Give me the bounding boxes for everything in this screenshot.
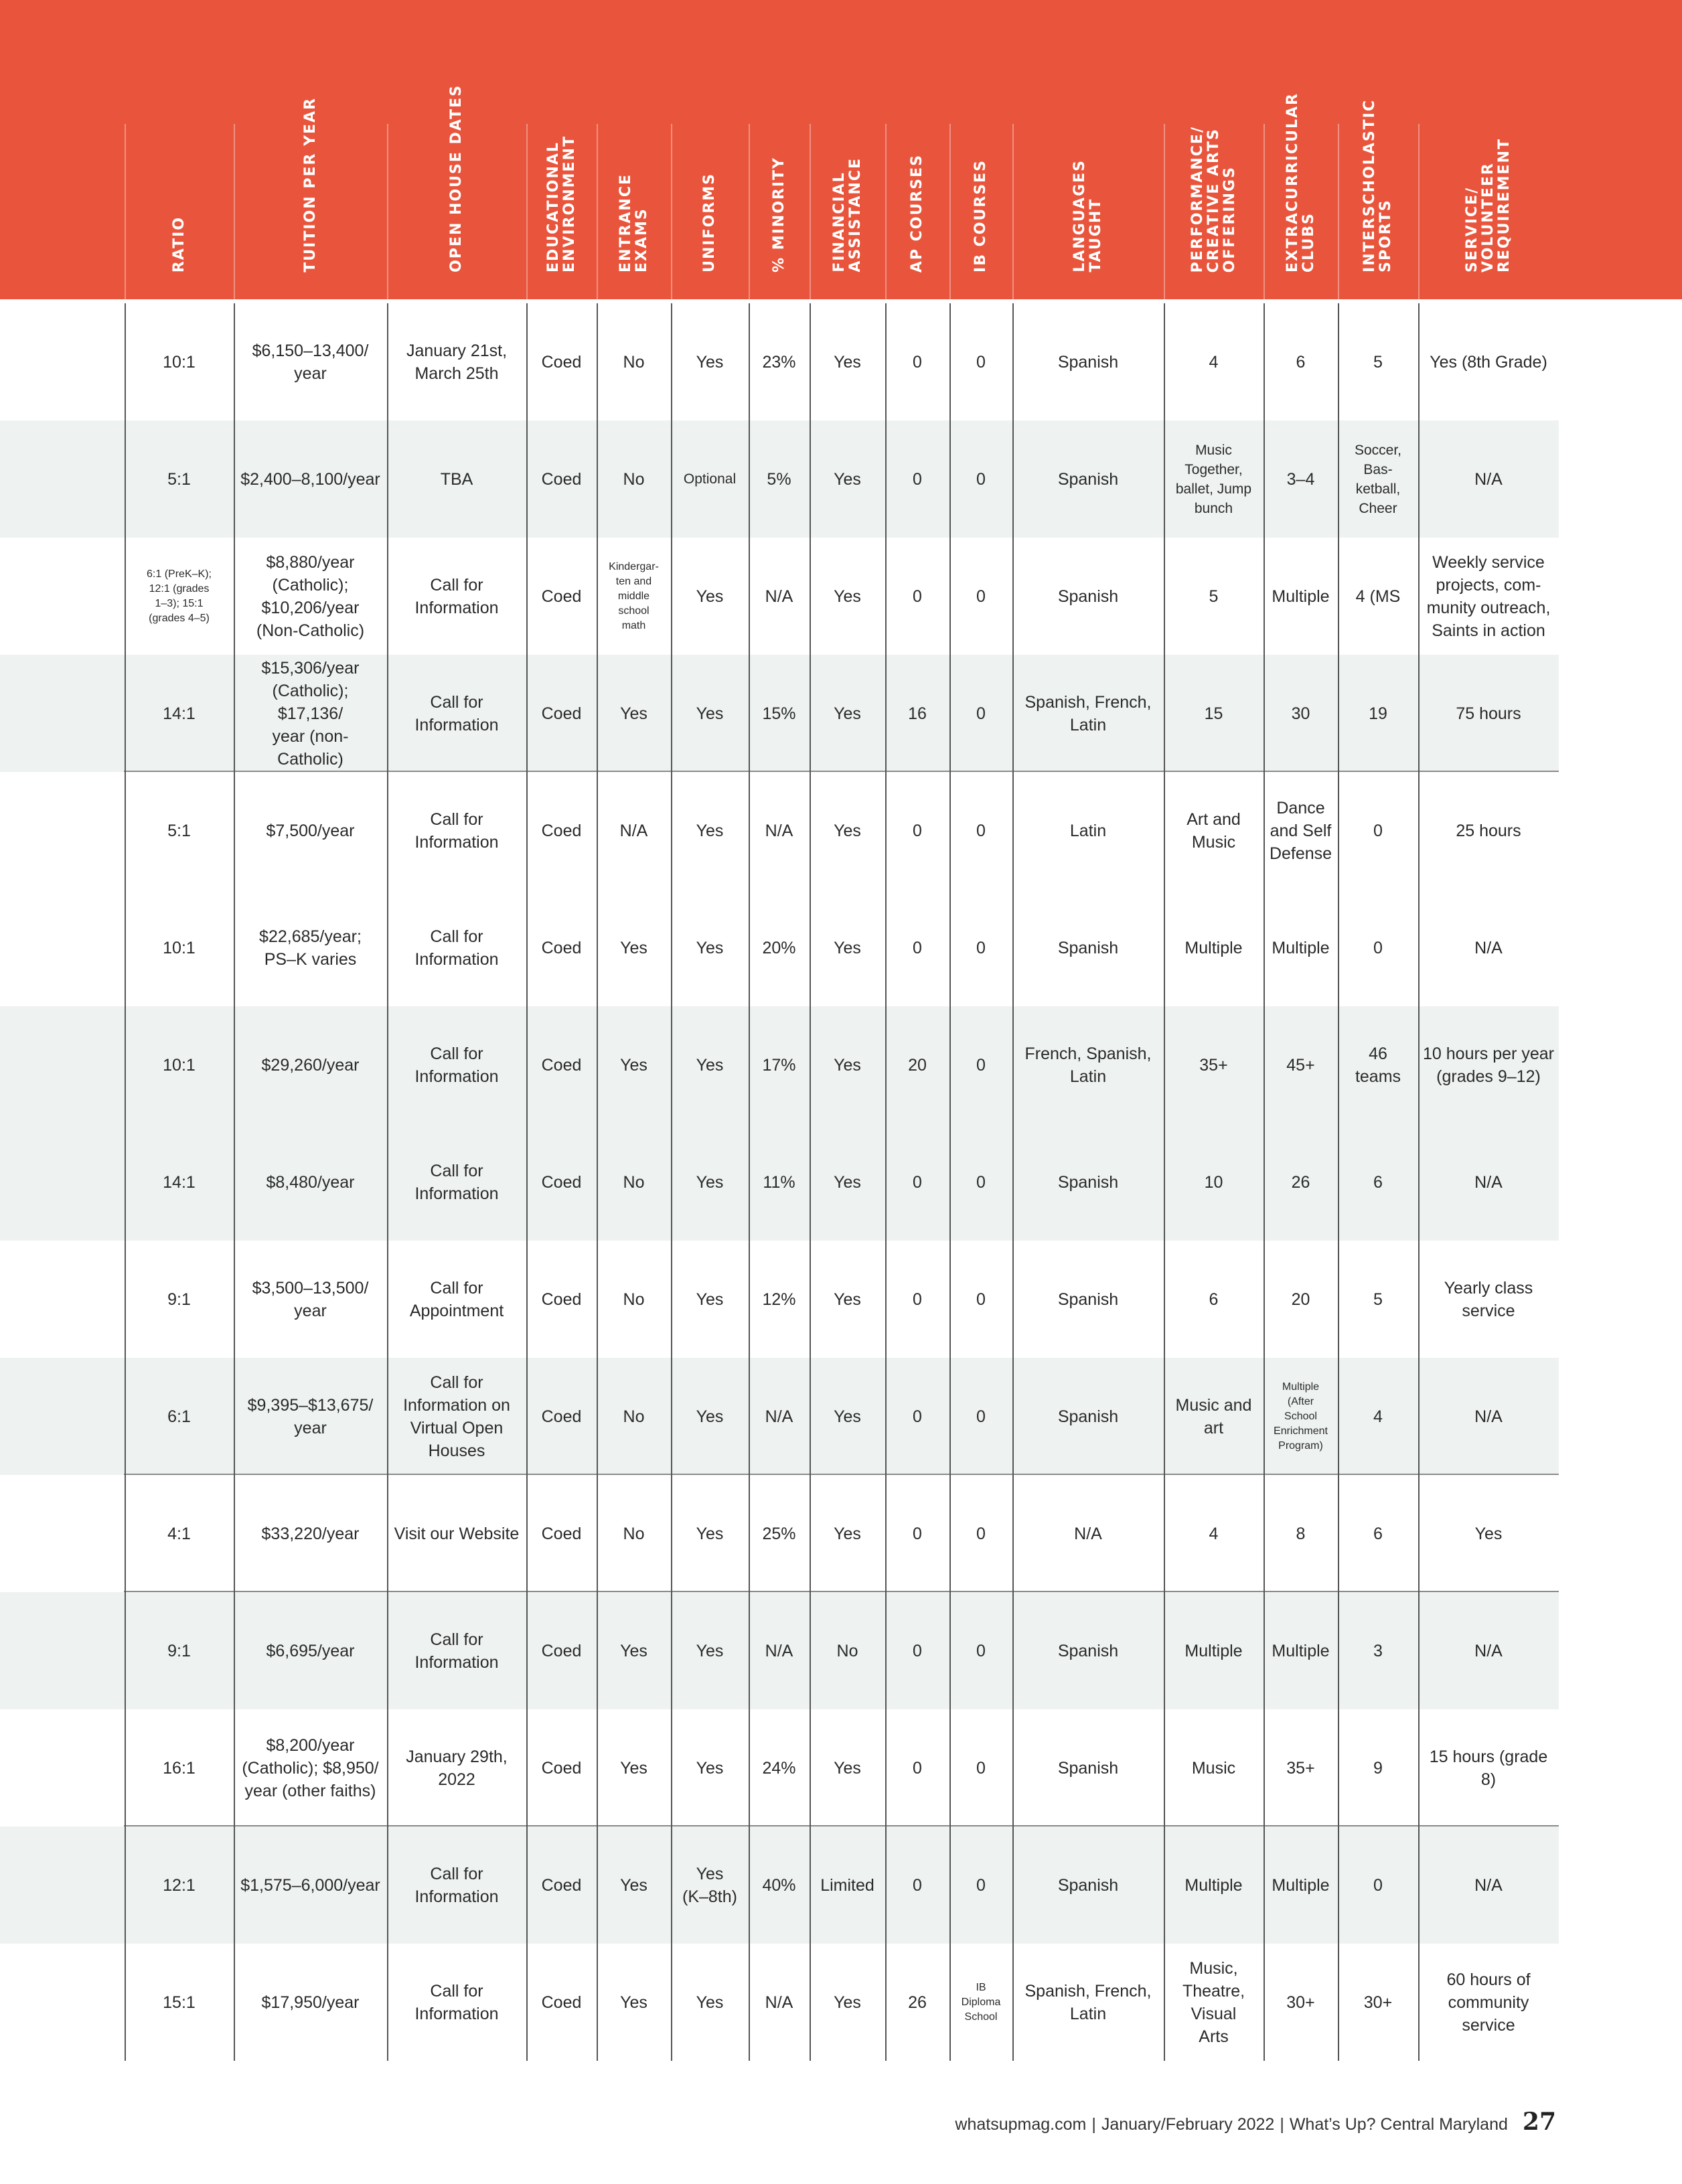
cell-open-house: Call for Information [414,1161,499,1203]
cell-arts: Multiple [1184,1641,1243,1660]
cell-financial-assistance: Yes [834,938,861,957]
cell-uniforms: Yes [696,1993,724,2012]
col-header-label: PERFORMANCE/ CREATIVE ARTS OFFERINGS [1189,125,1238,272]
cell-uniforms: Yes [696,1290,724,1309]
cell-entrance-exams: Yes [620,1993,647,2012]
cell-ib-courses: 0 [976,352,986,372]
cell-minority: N/A [765,821,793,840]
cell-languages: Spanish [1057,1875,1119,1895]
footer-publication: What’s Up? Central Maryland [1289,2115,1508,2134]
cell-arts: Multiple [1184,1875,1243,1895]
cell-uniforms: Yes [696,1055,724,1075]
cell-ib-courses: IB Diploma School [961,1981,1001,2023]
cell-tuition: $2,400–8,100/year [240,469,380,489]
column-divider [1264,303,1265,2061]
cell-languages: Spanish [1057,938,1119,957]
cell-tuition: $15,306/year (Catholic); $17,136/ year (non- Catholic) [261,658,360,769]
cell-minority: 5% [767,469,791,489]
cell-tuition: $22,685/year; PS–K varies [259,927,362,969]
header-divider [1264,124,1265,299]
cell-uniforms: Yes [696,352,724,372]
cell-clubs: Multiple (After School Enrichment Program) [1274,1381,1328,1452]
cell-ib-courses: 0 [976,1758,986,1778]
cell-clubs: 6 [1296,352,1306,372]
cell-languages: Spanish [1057,587,1119,606]
header-divider [810,124,811,299]
cell-uniforms: Yes [696,1641,724,1660]
cell-sports: 46 teams [1355,1044,1401,1086]
column-divider [885,303,887,2061]
cell-entrance-exams: No [623,469,645,489]
cell-languages: Spanish [1057,1407,1119,1426]
cell-sports: 9 [1373,1758,1383,1778]
col-header-label: EDUCATIONAL ENVIRONMENT [544,135,578,272]
column-divider [671,303,672,2061]
cell-languages: Spanish [1057,1641,1119,1660]
cell-sports: 0 [1373,821,1383,840]
col-header-financial-assistance [810,124,885,299]
cell-ap-courses: 0 [913,352,922,372]
cell-ratio: 10:1 [163,938,196,957]
header-divider [949,124,951,299]
cell-environment: Coed [541,1641,582,1660]
cell-environment: Coed [541,469,582,489]
cell-financial-assistance: Yes [834,587,861,606]
cell-ap-courses: 0 [913,469,922,489]
cell-open-house: January 29th, 2022 [406,1747,508,1789]
cell-ib-courses: 0 [976,704,986,723]
cell-sports: 30+ [1363,1993,1393,2012]
cell-tuition: $9,395–$13,675/ year [247,1395,374,1437]
cell-financial-assistance: Yes [834,469,861,489]
cell-languages: Spanish [1057,1172,1119,1192]
cell-arts: 4 [1209,1524,1219,1543]
cell-entrance-exams: Kindergar- ten and middle school math [609,560,659,631]
cell-uniforms: Yes [696,704,724,723]
header-divider [597,124,598,299]
column-divider [949,303,951,2061]
cell-environment: Coed [541,1290,582,1309]
cell-ib-courses: 0 [976,1055,986,1075]
cell-uniforms: Yes [696,1524,724,1543]
footer-site: whatsupmag.com [955,2115,1087,2134]
cell-ap-courses: 0 [913,1407,922,1426]
header-divider [885,124,887,299]
cell-clubs: Dance and Self Defense [1269,798,1332,863]
cell-sports: 19 [1369,704,1387,723]
cell-minority: 40% [762,1875,796,1895]
cell-arts: 15 [1204,704,1223,723]
col-header-ib-courses [949,124,1012,299]
page-footer [955,2108,1556,2136]
cell-arts: 35+ [1199,1055,1228,1075]
cell-ap-courses: 16 [908,704,927,723]
col-header-environment [526,124,597,299]
footer-separator: | [1280,2115,1284,2134]
cell-clubs: 8 [1296,1524,1306,1543]
cell-financial-assistance: No [836,1641,858,1660]
cell-minority: 25% [762,1524,796,1543]
cell-arts: Multiple [1184,938,1243,957]
cell-financial-assistance: Yes [834,704,861,723]
cell-ib-courses: 0 [976,1407,986,1426]
cell-financial-assistance: Yes [834,1524,861,1543]
cell-ap-courses: 20 [908,1055,927,1075]
cell-sports: 6 [1373,1172,1383,1192]
cell-arts: Music Together, ballet, Jump bunch [1175,442,1252,516]
cell-uniforms: Yes (K–8th) [682,1864,737,1906]
cell-environment: Coed [541,821,582,840]
cell-open-house: January 21st, March 25th [406,341,508,383]
cell-service: 25 hours [1456,821,1521,840]
header-divider [671,124,672,299]
cell-environment: Coed [541,1758,582,1778]
cell-service: 75 hours [1456,704,1521,723]
page-number: 27 [1522,2108,1556,2136]
cell-ap-courses: 0 [913,1290,922,1309]
col-header-label: ENTRANCE EXAMS [617,173,650,272]
cell-uniforms: Yes [696,1758,724,1778]
cell-entrance-exams: Yes [620,704,647,723]
cell-clubs: 20 [1291,1290,1310,1309]
cell-ib-courses: 0 [976,469,986,489]
cell-minority: 12% [762,1290,796,1309]
col-header-label: INTERSCHOLASTIC SPORTS [1361,99,1394,272]
cell-ap-courses: 0 [913,938,922,957]
cell-open-house: Call for Information [414,1981,499,2023]
cell-entrance-exams: No [623,1407,645,1426]
cell-ib-courses: 0 [976,1641,986,1660]
cell-ratio: 6:1 (PreK–K); 12:1 (grades 1–3); 15:1 (grades 4–5) [147,568,212,624]
cell-languages: Latin [1069,821,1107,840]
cell-financial-assistance: Limited [820,1875,874,1895]
cell-sports: 6 [1373,1524,1383,1543]
col-header-tuition [234,97,387,299]
cell-tuition: $7,500/year [266,821,355,840]
cell-minority: 23% [762,352,796,372]
cell-service: N/A [1474,469,1503,489]
col-header-label: AP COURSES [909,153,925,272]
cell-ib-courses: 0 [976,587,986,606]
col-header-label: UNIFORMS [701,173,718,272]
cell-service: 10 hours per year (grades 9–12) [1423,1044,1554,1086]
cell-languages: N/A [1074,1524,1102,1543]
cell-entrance-exams: No [623,1290,645,1309]
col-header-label: SERVICE/ VOLUNTEER REQUIREMENT [1464,137,1513,272]
cell-service: 60 hours of community service [1446,1970,1531,2035]
cell-ratio: 15:1 [163,1993,196,2012]
cell-languages: Spanish, French, Latin [1024,692,1152,734]
footer-separator: | [1091,2115,1096,2134]
col-header-clubs [1264,92,1338,299]
cell-ib-courses: 0 [976,1172,986,1192]
cell-financial-assistance: Yes [834,352,861,372]
cell-minority: N/A [765,587,793,606]
header-divider [125,124,126,299]
cell-open-house: Call for Information [414,1044,499,1086]
cell-clubs: 3–4 [1286,469,1315,489]
cell-ratio: 4:1 [167,1524,191,1543]
cell-uniforms: Yes [696,938,724,957]
cell-minority: N/A [765,1993,793,2012]
col-header-arts [1164,124,1264,299]
col-header-label: EXTRACURRICULAR CLUBS [1284,92,1317,272]
col-header-ap-courses [885,124,949,299]
cell-open-house: Call for Information [414,1864,499,1906]
cell-service: N/A [1474,1875,1503,1895]
cell-languages: Spanish [1057,469,1119,489]
cell-environment: Coed [541,1407,582,1426]
cell-environment: Coed [541,1172,582,1192]
cell-entrance-exams: N/A [619,821,648,840]
cell-entrance-exams: Yes [620,938,647,957]
cell-tuition: $17,950/year [261,1993,360,2012]
cell-entrance-exams: No [623,1524,645,1543]
cell-tuition: $29,260/year [261,1055,360,1075]
cell-ratio: 14:1 [163,704,196,723]
cell-ratio: 12:1 [163,1875,196,1895]
cell-clubs: 26 [1291,1172,1310,1192]
cell-minority: 11% [763,1172,795,1192]
cell-ap-courses: 0 [913,1875,922,1895]
column-divider [1418,303,1420,2061]
cell-minority: 20% [762,938,796,957]
cell-sports: 3 [1373,1641,1383,1660]
cell-service: N/A [1474,1641,1503,1660]
cell-ap-courses: 0 [913,821,922,840]
cell-ap-courses: 0 [913,1524,922,1543]
col-header-languages [1012,124,1164,299]
cell-uniforms: Optional [683,471,737,487]
cell-uniforms: Yes [696,587,724,606]
col-header-open-house [387,84,526,299]
cell-arts: Music [1191,1758,1236,1778]
cell-arts: Music and art [1175,1395,1252,1437]
col-header-label: IB COURSES [972,159,989,272]
cell-ratio: 5:1 [167,469,191,489]
cell-clubs: 30 [1291,704,1310,723]
cell-service: Yes (8th Grade) [1430,352,1547,372]
cell-ap-courses: 0 [913,587,922,606]
cell-ib-courses: 0 [976,1875,986,1895]
cell-ap-courses: 0 [913,1172,922,1192]
cell-languages: French, Spanish, Latin [1024,1044,1152,1086]
cell-minority: 15% [762,704,796,723]
cell-minority: N/A [765,1641,793,1660]
cell-financial-assistance: Yes [834,1290,861,1309]
cell-environment: Coed [541,1055,582,1075]
cell-environment: Coed [541,352,582,372]
cell-languages: Spanish, French, Latin [1024,1981,1152,2023]
cell-financial-assistance: Yes [834,1055,861,1075]
column-divider [597,303,598,2061]
cell-clubs: 30+ [1286,1993,1315,2012]
cell-sports: 4 (MS [1355,587,1401,606]
cell-entrance-exams: No [623,1172,645,1192]
cell-ratio: 10:1 [163,1055,196,1075]
header-divider [387,124,388,299]
cell-open-house: Call for Information [414,809,499,852]
cell-entrance-exams: Yes [620,1758,647,1778]
column-divider [387,303,388,2061]
cell-financial-assistance: Yes [834,1172,861,1192]
cell-sports: 5 [1373,352,1383,372]
col-header-label: OPEN HOUSE DATES [448,84,465,272]
table-header-bar [0,0,1682,299]
cell-financial-assistance: Yes [834,1758,861,1778]
cell-environment: Coed [541,938,582,957]
column-divider [1338,303,1339,2061]
cell-clubs: Multiple [1272,1641,1330,1660]
cell-entrance-exams: Yes [620,1875,647,1895]
cell-clubs: Multiple [1272,1875,1330,1895]
col-header-entrance-exams [597,124,671,299]
cell-clubs: 45+ [1286,1055,1315,1075]
cell-uniforms: Yes [696,1172,724,1192]
column-divider [125,303,126,2061]
cell-ap-courses: 0 [913,1641,922,1660]
cell-entrance-exams: No [623,352,645,372]
cell-arts: 6 [1209,1290,1219,1309]
col-header-service [1418,124,1559,299]
header-divider [234,124,235,299]
cell-sports: 0 [1373,938,1383,957]
column-divider [749,303,750,2061]
col-header-label: RATIO [170,216,187,272]
cell-uniforms: Yes [696,1407,724,1426]
cell-open-house: TBA [440,469,473,489]
header-divider [1418,124,1420,299]
cell-financial-assistance: Yes [834,821,861,840]
cell-tuition: $8,200/year (Catholic); $8,950/ year (other faiths) [242,1735,379,1800]
col-header-label: TUITION PER YEAR [301,97,319,272]
col-header-sports [1338,99,1418,299]
cell-entrance-exams: Yes [620,1641,647,1660]
cell-environment: Coed [541,587,582,606]
cell-ratio: 6:1 [167,1407,191,1426]
cell-arts: Art and Music [1187,809,1241,852]
cell-arts: 4 [1209,352,1219,372]
cell-ib-courses: 0 [976,821,986,840]
cell-financial-assistance: Yes [834,1993,861,2012]
cell-ib-courses: 0 [976,1524,986,1543]
header-divider [1012,124,1014,299]
cell-minority: 24% [762,1758,796,1778]
cell-languages: Spanish [1057,352,1119,372]
cell-environment: Coed [541,1524,582,1543]
cell-environment: Coed [541,704,582,723]
cell-open-house: Call for Information on Virtual Open Houses [403,1373,510,1460]
cell-uniforms: Yes [696,821,724,840]
cell-ratio: 16:1 [163,1758,196,1778]
cell-sports: 0 [1373,1875,1383,1895]
cell-open-house: Visit our Website [394,1524,520,1543]
cell-environment: Coed [541,1993,582,2012]
cell-ratio: 9:1 [167,1290,191,1309]
cell-arts: 5 [1209,587,1219,606]
col-header-uniforms [671,124,749,299]
column-divider [526,303,528,2061]
cell-environment: Coed [541,1875,582,1895]
cell-financial-assistance: Yes [834,1407,861,1426]
cell-sports: Soccer, Bas- ketball, Cheer [1354,442,1402,516]
header-divider [749,124,750,299]
cell-entrance-exams: Yes [620,1055,647,1075]
cell-clubs: Multiple [1272,938,1330,957]
cell-ap-courses: 0 [913,1758,922,1778]
cell-ratio: 5:1 [167,821,191,840]
cell-ratio: 14:1 [163,1172,196,1192]
header-divider [1338,124,1339,299]
cell-open-house: Call for Information [414,575,499,617]
cell-clubs: 35+ [1286,1758,1315,1778]
cell-open-house: Call for Information [414,1630,499,1672]
cell-service: N/A [1474,938,1503,957]
cell-open-house: Call for Information [414,692,499,734]
cell-tuition: $3,500–13,500/ year [252,1278,369,1320]
cell-ib-courses: 0 [976,1290,986,1309]
cell-tuition: $6,150–13,400/ year [252,341,369,383]
header-divider [1164,124,1165,299]
cell-ratio: 10:1 [163,352,196,372]
cell-ib-courses: 0 [976,938,986,957]
cell-open-house: Call for Appointment [409,1278,504,1320]
cell-service: 15 hours (grade 8) [1429,1747,1548,1789]
cell-sports: 4 [1373,1407,1383,1426]
cell-languages: Spanish [1057,1290,1119,1309]
col-header-label: % MINORITY [770,157,787,272]
cell-tuition: $33,220/year [261,1524,360,1543]
cell-service: N/A [1474,1172,1503,1192]
cell-tuition: $1,575–6,000/year [240,1875,380,1895]
cell-service: Weekly service projects, com- munity outreach, Saints in action [1426,552,1551,640]
cell-minority: N/A [765,1407,793,1426]
cell-clubs: Multiple [1272,587,1330,606]
cell-sports: 5 [1373,1290,1383,1309]
col-header-minority [749,124,810,299]
footer-issue: January/February 2022 [1101,2115,1275,2134]
column-divider [1164,303,1165,2061]
column-divider [234,303,235,2061]
cell-ap-courses: 26 [908,1993,927,2012]
header-divider [526,124,528,299]
cell-service: Yes [1474,1524,1503,1543]
col-header-ratio [125,124,234,299]
cell-service: N/A [1474,1407,1503,1426]
cell-tuition: $8,880/year (Catholic); $10,206/year (Non-Catholic) [256,552,365,640]
col-header-label: LANGUAGES TAUGHT [1071,159,1104,272]
cell-arts: 10 [1204,1172,1223,1192]
cell-tuition: $8,480/year [266,1172,355,1192]
cell-ratio: 9:1 [167,1641,191,1660]
column-divider [1012,303,1014,2061]
cell-minority: 17% [762,1055,796,1075]
cell-open-house: Call for Information [414,927,499,969]
col-header-label: FINANCIAL ASSISTANCE [830,157,864,272]
cell-languages: Spanish [1057,1758,1119,1778]
cell-arts: Music, Theatre, Visual Arts [1182,1958,1245,2046]
column-divider [810,303,811,2061]
cell-service: Yearly class service [1444,1278,1533,1320]
cell-tuition: $6,695/year [266,1641,355,1660]
